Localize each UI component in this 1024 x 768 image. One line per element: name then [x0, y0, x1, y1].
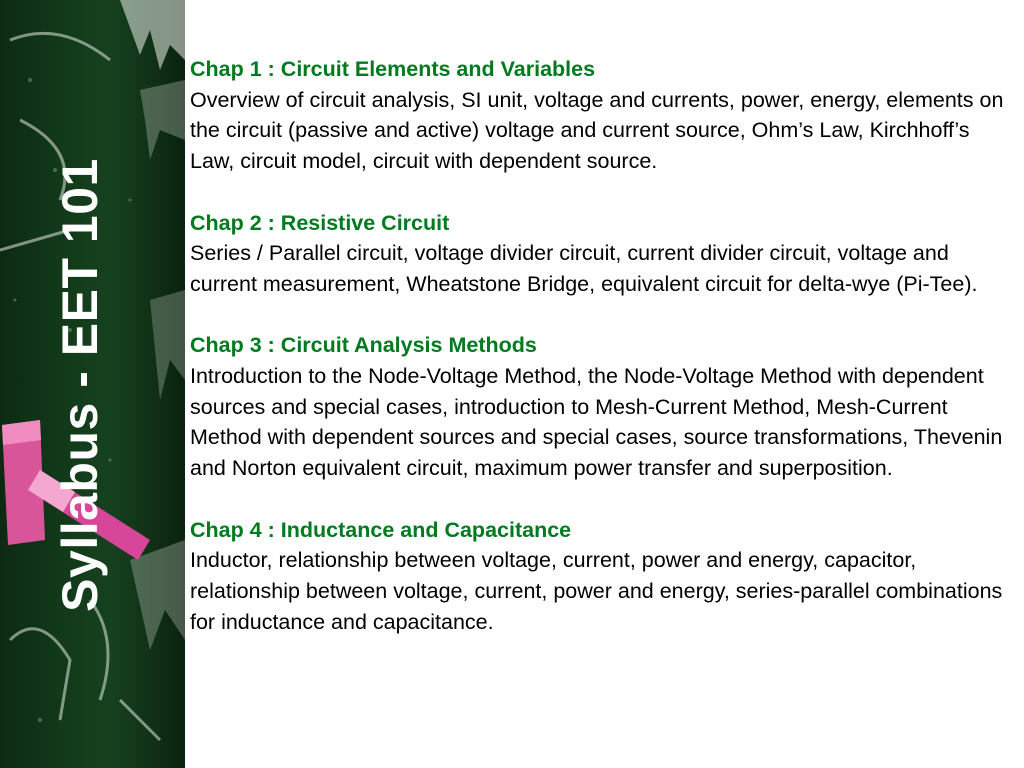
- syllabus-content: [190, 54, 1010, 668]
- chapter-2-body: Series / Parallel circuit, voltage divider circuit, current divider circuit, voltage and current measurement, Wheatstone Bridge, equivalent circuit for delta-wye (Pi-Tee).: [190, 241, 978, 296]
- chapter-4: [190, 515, 1010, 638]
- chapter-3-body: Introduction to the Node-Voltage Method, the Node-Voltage Method with dependent sources and special cases, introduction to Mesh-Current Method, Mesh-Current Method with dependent sources and special cases, source transformations, Thevenin and Norton equivalent circuit, maximum power transfer and superposition.: [190, 364, 1003, 481]
- chapter-3-heading: Chap 3 : Circuit Analysis Methods: [190, 333, 537, 358]
- chapter-1: [190, 54, 1010, 177]
- chapter-2-heading: Chap 2 : Resistive Circuit: [190, 210, 450, 235]
- chalkboard-panel: [0, 0, 185, 768]
- chapter-4-heading: Chap 4 : Inductance and Capacitance: [190, 517, 572, 542]
- chapter-4-body: Inductor, relationship between voltage, current, power and energy, capacitor, relationship between voltage, current, power and energy, series-parallel combinations for inductance and capacitance.: [190, 548, 1003, 634]
- chapter-1-body: Overview of circuit analysis, SI unit, voltage and currents, power, energy, elements on the circuit (passive and active) voltage and current source, Ohm’s Law, Kirchhoff’s Law, circuit model, circuit with dependent source.: [190, 87, 1004, 174]
- chapter-3: [190, 330, 1010, 484]
- slide-title-text: Syllabus - EET 101: [52, 158, 108, 612]
- chapter-1-heading: Chap 1 : Circuit Elements and Variables: [190, 57, 596, 81]
- chapter-2: [190, 208, 1010, 300]
